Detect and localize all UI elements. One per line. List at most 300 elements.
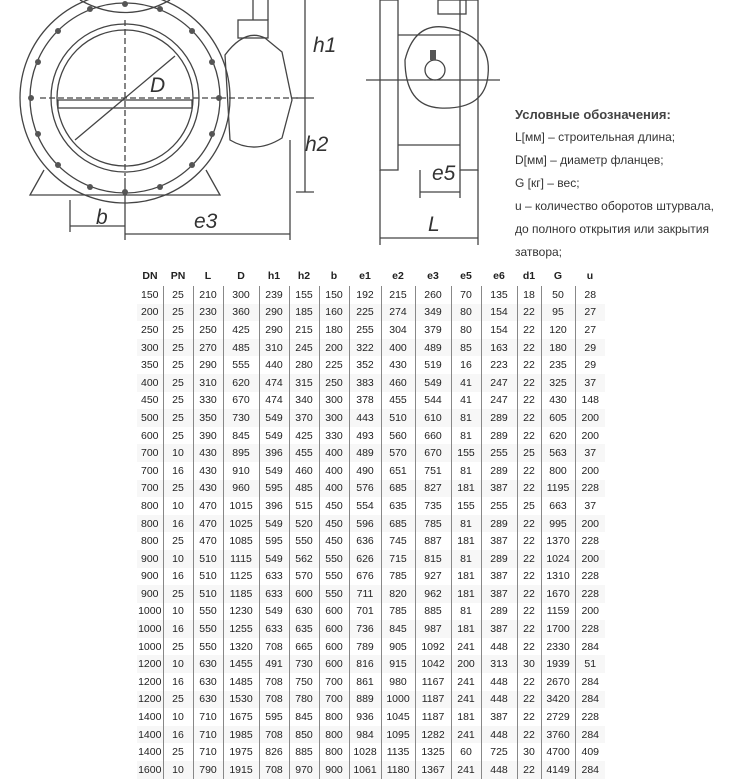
- table-cell: 600: [319, 655, 349, 673]
- table-cell: 274: [381, 304, 415, 322]
- table-cell: 1400: [137, 726, 163, 744]
- column-header: u: [586, 270, 594, 282]
- table-row: [137, 761, 605, 779]
- table-cell: 1135: [381, 743, 415, 761]
- table-cell: 826: [259, 743, 289, 761]
- table-cell: 800: [137, 515, 163, 533]
- table-cell: 549: [415, 374, 451, 392]
- table-cell: 80: [451, 321, 481, 339]
- table-cell: 230: [193, 304, 223, 322]
- table-row: [137, 550, 605, 568]
- table-cell: 300: [319, 409, 349, 427]
- table-cell: 379: [415, 321, 451, 339]
- table-cell: 630: [193, 691, 223, 709]
- column-header: b: [330, 270, 338, 282]
- table-cell: 700: [137, 480, 163, 498]
- table-cell: 1092: [415, 638, 451, 656]
- table-cell: 16: [451, 356, 481, 374]
- table-cell: 1061: [349, 761, 381, 779]
- table-cell: 984: [349, 726, 381, 744]
- table-cell: 228: [575, 585, 605, 603]
- table-cell: 135: [481, 286, 517, 304]
- table-cell: 474: [259, 392, 289, 410]
- table-cell: 600: [140, 429, 159, 442]
- table-cell: 549: [259, 462, 289, 480]
- table-cell: 409: [575, 743, 605, 761]
- table-cell: 1125: [223, 568, 259, 586]
- table-header-row: [137, 266, 605, 286]
- table-cell: 470: [193, 497, 223, 515]
- table-cell: 915: [381, 655, 415, 673]
- table-cell: 450: [319, 515, 349, 533]
- label-e3: e3: [194, 210, 218, 233]
- table-row: [137, 444, 605, 462]
- table-cell: 16: [163, 726, 193, 744]
- table-cell: 700: [140, 464, 159, 477]
- table-cell: 241: [451, 726, 481, 744]
- table-cell: 550: [193, 638, 223, 656]
- table-cell: 549: [259, 427, 289, 445]
- table-cell: 1370: [541, 532, 575, 550]
- table-cell: 1485: [223, 673, 259, 691]
- table-cell: 887: [415, 532, 451, 550]
- table-cell: 400: [381, 339, 415, 357]
- table-cell: 22: [517, 356, 541, 374]
- table-cell: 22: [517, 585, 541, 603]
- table-cell: 300: [223, 286, 259, 304]
- table-cell: 50: [541, 286, 575, 304]
- table-row: [137, 462, 605, 480]
- table-cell: 241: [451, 691, 481, 709]
- table-cell: 81: [451, 462, 481, 480]
- table-cell: 820: [381, 585, 415, 603]
- table-cell: 22: [517, 304, 541, 322]
- table-cell: 1282: [415, 726, 451, 744]
- table-cell: 635: [289, 620, 319, 638]
- table-cell: 25: [163, 532, 193, 550]
- table-cell: 900: [140, 570, 159, 583]
- table-cell: 25: [163, 356, 193, 374]
- table-cell: 400: [319, 480, 349, 498]
- table-cell: 378: [349, 392, 381, 410]
- table-cell: 150: [319, 286, 349, 304]
- table-cell: 1042: [415, 655, 451, 673]
- table-cell: 289: [481, 550, 517, 568]
- table-cell: 1230: [223, 603, 259, 621]
- table-cell: 736: [349, 620, 381, 638]
- table-cell: 200: [575, 427, 605, 445]
- table-cell: 725: [481, 743, 517, 761]
- table-cell: 181: [451, 620, 481, 638]
- table-cell: 22: [517, 321, 541, 339]
- table-cell: 70: [451, 286, 481, 304]
- table-cell: 605: [541, 409, 575, 427]
- table-cell: 560: [381, 427, 415, 445]
- table-cell: 708: [259, 761, 289, 779]
- table-cell: 785: [381, 603, 415, 621]
- table-cell: 489: [349, 444, 381, 462]
- table-cell: 550: [319, 585, 349, 603]
- table-cell: 215: [289, 321, 319, 339]
- table-cell: 300: [319, 392, 349, 410]
- table-cell: 304: [381, 321, 415, 339]
- label-h1: h1: [313, 34, 337, 57]
- table-cell: 16: [163, 515, 193, 533]
- table-cell: 430: [541, 392, 575, 410]
- table-cell: 895: [223, 444, 259, 462]
- legend-line: L[мм] – строительная длина;: [515, 130, 676, 144]
- table-cell: 215: [381, 286, 415, 304]
- table-cell: 3420: [541, 691, 575, 709]
- label-D: D: [150, 74, 166, 97]
- table-cell: 576: [349, 480, 381, 498]
- table-cell: 520: [289, 515, 319, 533]
- table-cell: 1200: [137, 691, 163, 709]
- table-cell: 29: [575, 339, 605, 357]
- table-cell: 600: [319, 620, 349, 638]
- table-cell: 10: [163, 761, 193, 779]
- table-cell: 701: [349, 603, 381, 621]
- table-cell: 95: [541, 304, 575, 322]
- table-row: [137, 691, 605, 709]
- table-cell: 241: [451, 673, 481, 691]
- table-cell: 562: [289, 550, 319, 568]
- table-cell: 22: [517, 761, 541, 779]
- table-cell: 200: [575, 462, 605, 480]
- table-cell: 1187: [415, 691, 451, 709]
- table-cell: 22: [517, 339, 541, 357]
- table-cell: 350: [140, 359, 159, 372]
- table-cell: 25: [163, 409, 193, 427]
- table-cell: 192: [349, 286, 381, 304]
- table-cell: 25: [517, 497, 541, 515]
- table-row: [137, 427, 605, 445]
- table-cell: 549: [259, 550, 289, 568]
- table-cell: 387: [481, 480, 517, 498]
- table-cell: 310: [259, 339, 289, 357]
- table-cell: 595: [259, 480, 289, 498]
- table-cell: 260: [415, 286, 451, 304]
- table-cell: 181: [451, 480, 481, 498]
- table-cell: 1600: [137, 761, 163, 779]
- table-cell: 1024: [541, 550, 575, 568]
- table-cell: 225: [349, 304, 381, 322]
- table-cell: 22: [517, 392, 541, 410]
- table-cell: 510: [193, 550, 223, 568]
- table-cell: 1085: [223, 532, 259, 550]
- column-header: e3: [427, 270, 439, 282]
- table-row: [137, 585, 605, 603]
- table-cell: 448: [481, 673, 517, 691]
- table-cell: 239: [259, 286, 289, 304]
- legend-line: затвора;: [515, 245, 563, 259]
- table-cell: 10: [163, 708, 193, 726]
- table-cell: 440: [259, 356, 289, 374]
- table-cell: 310: [193, 374, 223, 392]
- table-cell: 250: [140, 323, 159, 336]
- table-cell: 785: [415, 515, 451, 533]
- table-cell: 800: [319, 708, 349, 726]
- table-cell: 685: [381, 480, 415, 498]
- table-cell: 900: [137, 585, 163, 603]
- table-cell: 1310: [541, 568, 575, 586]
- table-cell: 800: [541, 462, 575, 480]
- table-cell: 845: [289, 708, 319, 726]
- table-cell: 936: [349, 708, 381, 726]
- table-cell: 16: [163, 568, 193, 586]
- table-cell: 400: [319, 462, 349, 480]
- table-cell: 1320: [223, 638, 259, 656]
- table-cell: 596: [349, 515, 381, 533]
- table-cell: 845: [223, 427, 259, 445]
- table-cell: 2729: [541, 708, 575, 726]
- table-cell: 670: [415, 444, 451, 462]
- table-cell: 25: [163, 304, 193, 322]
- table-cell: 330: [193, 392, 223, 410]
- table-cell: 800: [140, 499, 159, 512]
- table-cell: 800: [140, 535, 159, 548]
- table-cell: 28: [575, 286, 605, 304]
- table-cell: 81: [451, 550, 481, 568]
- table-cell: 1975: [223, 743, 259, 761]
- table-cell: 885: [415, 603, 451, 621]
- column-header: e5: [460, 270, 472, 282]
- table-cell: 155: [451, 497, 481, 515]
- table-cell: 41: [451, 374, 481, 392]
- table-cell: 905: [381, 638, 415, 656]
- table-cell: 1675: [223, 708, 259, 726]
- table-cell: 155: [451, 444, 481, 462]
- table-cell: 730: [289, 655, 319, 673]
- table-cell: 633: [259, 585, 289, 603]
- table-cell: 30: [517, 743, 541, 761]
- table-cell: 29: [575, 356, 605, 374]
- table-cell: 995: [541, 515, 575, 533]
- table-cell: 1985: [223, 726, 259, 744]
- table-cell: 554: [349, 497, 381, 515]
- table-cell: 154: [481, 321, 517, 339]
- table-cell: 387: [481, 585, 517, 603]
- label-e5: e5: [432, 162, 456, 185]
- table-cell: 387: [481, 568, 517, 586]
- table-cell: 563: [541, 444, 575, 462]
- table-cell: 550: [319, 550, 349, 568]
- table-cell: 430: [193, 462, 223, 480]
- table-cell: 711: [349, 585, 381, 603]
- table-cell: 510: [193, 585, 223, 603]
- table-cell: 600: [289, 585, 319, 603]
- table-cell: 1180: [381, 761, 415, 779]
- table-cell: 313: [481, 655, 517, 673]
- table-cell: 22: [517, 515, 541, 533]
- legend-line: D[мм] – диаметр фланцев;: [515, 153, 664, 167]
- table-cell: 425: [289, 427, 319, 445]
- column-header: PN: [170, 270, 186, 282]
- table-cell: 200: [137, 304, 163, 322]
- table-cell: 735: [415, 497, 451, 515]
- table-cell: 430: [381, 356, 415, 374]
- table-cell: 10: [163, 444, 193, 462]
- table-cell: 493: [349, 427, 381, 445]
- table-cell: 284: [575, 638, 605, 656]
- table-cell: 181: [451, 532, 481, 550]
- table-cell: 180: [541, 339, 575, 357]
- table-cell: 708: [259, 673, 289, 691]
- table-cell: 700: [137, 444, 163, 462]
- legend: [515, 103, 750, 264]
- table-cell: 255: [481, 444, 517, 462]
- table-cell: 980: [381, 673, 415, 691]
- table-cell: 37: [575, 444, 605, 462]
- table-cell: 550: [289, 532, 319, 550]
- table-cell: 315: [289, 374, 319, 392]
- table-cell: 228: [575, 532, 605, 550]
- table-row: [137, 304, 605, 322]
- table-row: [137, 480, 605, 498]
- table-cell: 676: [349, 568, 381, 586]
- table-cell: 300: [137, 339, 163, 357]
- table-cell: 663: [541, 497, 575, 515]
- table-cell: 10: [163, 655, 193, 673]
- label-L: L: [428, 213, 440, 236]
- table-cell: 600: [319, 603, 349, 621]
- table-cell: 1028: [349, 743, 381, 761]
- table-cell: 284: [575, 673, 605, 691]
- table-cell: 22: [517, 409, 541, 427]
- table-cell: 633: [259, 568, 289, 586]
- table-row: [137, 392, 605, 410]
- table-cell: 460: [289, 462, 319, 480]
- column-header: h2: [297, 270, 311, 282]
- table-cell: 10: [163, 550, 193, 568]
- table-cell: 120: [541, 321, 575, 339]
- table-cell: 816: [349, 655, 381, 673]
- table-cell: 289: [481, 427, 517, 445]
- table-cell: 387: [481, 620, 517, 638]
- table-cell: 200: [575, 550, 605, 568]
- table-cell: 1915: [223, 761, 259, 779]
- table-cell: 485: [223, 339, 259, 357]
- table-cell: 22: [517, 691, 541, 709]
- table-cell: 284: [575, 761, 605, 779]
- table-cell: 25: [163, 321, 193, 339]
- table-cell: 51: [575, 655, 605, 673]
- table-cell: 241: [451, 761, 481, 779]
- table-cell: 383: [349, 374, 381, 392]
- table-row: [137, 515, 605, 533]
- label-b: b: [96, 206, 108, 229]
- table-row: [137, 356, 605, 374]
- table-cell: 154: [481, 304, 517, 322]
- table-cell: 228: [575, 708, 605, 726]
- table-cell: 927: [415, 568, 451, 586]
- table-cell: 570: [381, 444, 415, 462]
- table-cell: 1939: [541, 655, 575, 673]
- table-cell: 800: [319, 743, 349, 761]
- table-cell: 284: [575, 691, 605, 709]
- table-cell: 430: [193, 480, 223, 498]
- table-cell: 550: [193, 620, 223, 638]
- table-cell: 235: [541, 356, 575, 374]
- table-cell: 900: [137, 550, 163, 568]
- table-row: [137, 743, 605, 761]
- legend-line: G [кг] – вес;: [515, 176, 580, 190]
- table-cell: 225: [319, 356, 349, 374]
- table-cell: 555: [223, 356, 259, 374]
- table-cell: 284: [575, 726, 605, 744]
- table-cell: 400: [137, 374, 163, 392]
- table-cell: 250: [193, 321, 223, 339]
- table-cell: 37: [575, 374, 605, 392]
- table-cell: 1167: [415, 673, 451, 691]
- table-cell: 700: [319, 673, 349, 691]
- column-header: h1: [267, 270, 281, 282]
- table-cell: 550: [193, 603, 223, 621]
- table-cell: 636: [349, 532, 381, 550]
- table-cell: 1455: [223, 655, 259, 673]
- table-cell: 889: [349, 691, 381, 709]
- table-cell: 1400: [138, 711, 162, 724]
- table-row: [137, 532, 605, 550]
- table-cell: 25: [163, 374, 193, 392]
- table-cell: 30: [517, 655, 541, 673]
- table-cell: 22: [517, 480, 541, 498]
- table-cell: 633: [259, 620, 289, 638]
- table-cell: 491: [259, 655, 289, 673]
- table-row: [137, 374, 605, 392]
- table-cell: 25: [163, 480, 193, 498]
- table-cell: 460: [381, 374, 415, 392]
- table-cell: 1000: [381, 691, 415, 709]
- table-cell: 845: [381, 620, 415, 638]
- column-header: L: [204, 270, 212, 282]
- table-cell: 400: [319, 444, 349, 462]
- table-cell: 27: [575, 321, 605, 339]
- table-cell: 448: [481, 638, 517, 656]
- table-cell: 387: [481, 532, 517, 550]
- table-cell: 25: [163, 585, 193, 603]
- spec-table: [137, 266, 605, 779]
- table-cell: 1670: [541, 585, 575, 603]
- table-cell: 200: [319, 339, 349, 357]
- table-cell: 790: [193, 761, 223, 779]
- table-cell: 4149: [541, 761, 575, 779]
- table-cell: 1015: [223, 497, 259, 515]
- table-cell: 710: [193, 726, 223, 744]
- table-cell: 1700: [541, 620, 575, 638]
- legend-line: u – количество оборотов штурвала,: [515, 199, 714, 213]
- table-cell: 16: [163, 620, 193, 638]
- table-cell: 450: [319, 532, 349, 550]
- table-cell: 450: [140, 394, 159, 407]
- table-cell: 163: [481, 339, 517, 357]
- table-cell: 751: [415, 462, 451, 480]
- table-cell: 370: [289, 409, 319, 427]
- table-cell: 22: [517, 568, 541, 586]
- table-cell: 150: [140, 288, 159, 301]
- table-row: [137, 339, 605, 357]
- table-cell: 800: [319, 726, 349, 744]
- table-row: [137, 497, 605, 515]
- table-cell: 81: [451, 427, 481, 445]
- table-cell: 1367: [415, 761, 451, 779]
- table-cell: 350: [193, 409, 223, 427]
- table-cell: 255: [349, 321, 381, 339]
- table-cell: 22: [517, 550, 541, 568]
- table-cell: 280: [289, 356, 319, 374]
- table-cell: 570: [289, 568, 319, 586]
- table-cell: 255: [481, 497, 517, 515]
